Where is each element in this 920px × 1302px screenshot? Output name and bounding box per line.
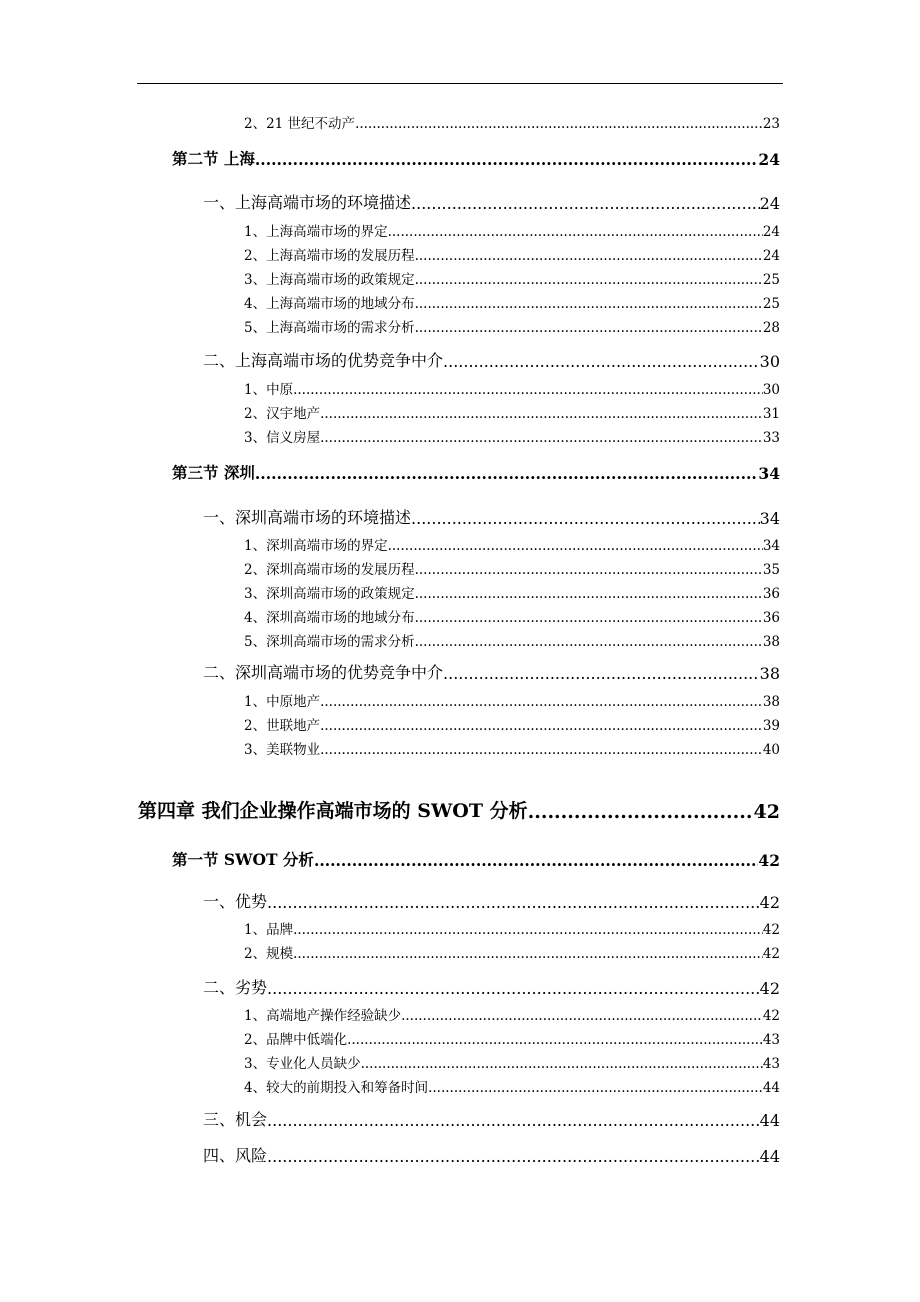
toc-entry[interactable]: [244, 1054, 780, 1072]
toc-entry-title: 4、较大的前期投入和筹备时间: [244, 1080, 429, 1096]
toc-entry-title: 二、深圳高端市场的优势竞争中介: [203, 663, 444, 682]
toc-entry[interactable]: [244, 114, 780, 132]
toc-entry-title: 2、世联地产: [244, 718, 321, 734]
toc-entry-page: 43: [762, 1056, 780, 1072]
toc-entry-title: 1、深圳高端市场的界定: [244, 538, 388, 554]
toc-dot-leader: [411, 509, 760, 528]
toc-entry[interactable]: [244, 692, 780, 710]
toc-dot-leader: [267, 893, 760, 912]
toc-entry[interactable]: [244, 1006, 780, 1024]
toc-entry-title: 2、规模: [244, 946, 294, 962]
toc-entry-page: 24: [762, 224, 780, 240]
toc-entry-page: 38: [759, 664, 780, 683]
toc-dot-leader: [401, 1008, 763, 1024]
toc-dot-leader: [415, 586, 763, 602]
toc-dot-leader: [255, 464, 759, 483]
toc-entry-title: 第二节 上海: [172, 149, 255, 168]
toc-entry-title: 1、上海高端市场的界定: [244, 224, 388, 240]
toc-entry-page: 42: [758, 851, 780, 870]
toc-entry-page: 31: [762, 406, 780, 422]
toc-dot-leader: [443, 352, 760, 371]
toc-entry-title: 5、上海高端市场的需求分析: [244, 320, 415, 336]
toc-dot-leader: [388, 224, 763, 240]
toc-entry[interactable]: [244, 404, 780, 422]
toc-entry-title: 1、品牌: [244, 922, 294, 938]
toc-entry-title: 四、风险: [203, 1146, 268, 1165]
toc-entry-title: 1、中原: [244, 382, 294, 398]
toc-entry-page: 24: [762, 248, 780, 264]
toc-entry-page: 38: [762, 694, 780, 710]
toc-entry-page: 25: [762, 272, 780, 288]
toc-entry-title: 2、21 世纪不动产: [244, 116, 356, 132]
toc-entry[interactable]: [203, 1108, 780, 1130]
toc-entry[interactable]: [244, 246, 780, 264]
toc-entry[interactable]: [244, 536, 780, 554]
toc-entry-page: 36: [762, 610, 780, 626]
toc-entry[interactable]: [244, 1030, 780, 1048]
toc-entry-page: 34: [759, 509, 780, 528]
toc-dot-leader: [428, 1080, 763, 1096]
toc-entry-page: 25: [762, 296, 780, 312]
toc-entry-page: 42: [762, 946, 780, 962]
toc-entry-page: 39: [762, 718, 780, 734]
toc-entry-title: 3、上海高端市场的政策规定: [244, 272, 415, 288]
toc-entry-page: 44: [762, 1080, 780, 1096]
toc-entry-page: 30: [762, 382, 780, 398]
toc-entry[interactable]: [244, 270, 780, 288]
toc-dot-leader: [320, 406, 763, 422]
toc-entry[interactable]: [244, 920, 780, 938]
toc-entry-page: 38: [762, 634, 780, 650]
toc-entry-title: 2、深圳高端市场的发展历程: [244, 562, 415, 578]
toc-entry[interactable]: [244, 632, 780, 650]
toc-entry[interactable]: [172, 461, 780, 483]
toc-entry-page: 42: [762, 1008, 780, 1024]
toc-dot-leader: [320, 718, 763, 734]
toc-entry-title: 二、上海高端市场的优势竞争中介: [203, 351, 444, 370]
toc-entry-title: 5、深圳高端市场的需求分析: [244, 634, 415, 650]
toc-entry[interactable]: [244, 318, 780, 336]
toc-entry[interactable]: [203, 506, 780, 528]
toc-dot-leader: [347, 1032, 763, 1048]
toc-entry[interactable]: [244, 428, 780, 446]
toc-entry[interactable]: [244, 1078, 780, 1096]
toc-dot-leader: [415, 610, 763, 626]
toc-entry-page: 30: [759, 352, 780, 371]
toc-dot-leader: [361, 1056, 763, 1072]
toc-dot-leader: [293, 922, 763, 938]
toc-entry-title: 第四章 我们企业操作高端市场的 SWOT 分析: [138, 800, 528, 822]
toc-dot-leader: [411, 194, 760, 213]
toc-entry-page: 40: [762, 742, 780, 758]
toc-entry[interactable]: [244, 560, 780, 578]
toc-entry-page: 44: [759, 1111, 780, 1130]
toc-entry[interactable]: [244, 740, 780, 758]
toc-dot-leader: [267, 1147, 760, 1166]
toc-entry-title: 1、中原地产: [244, 694, 321, 710]
toc-dot-leader: [388, 538, 763, 554]
toc-entry-title: 2、上海高端市场的发展历程: [244, 248, 415, 264]
toc-dot-leader: [267, 1111, 760, 1130]
toc-entry-title: 第三节 深圳: [172, 463, 255, 482]
toc-dot-leader: [443, 664, 760, 683]
toc-entry-page: 24: [759, 194, 780, 213]
toc-entry-title: 4、深圳高端市场的地域分布: [244, 610, 415, 626]
toc-entry[interactable]: [203, 1144, 780, 1166]
toc-entry-page: 34: [758, 464, 780, 483]
toc-entry[interactable]: [244, 584, 780, 602]
toc-entry-title: 3、美联物业: [244, 742, 321, 758]
toc-entry-page: 33: [762, 430, 780, 446]
toc-entry[interactable]: [244, 944, 780, 962]
toc-dot-leader: [255, 150, 759, 169]
toc-entry-page: 43: [762, 1032, 780, 1048]
toc-dot-leader: [415, 562, 763, 578]
toc-entry-page: 28: [762, 320, 780, 336]
toc-dot-leader: [267, 979, 760, 998]
toc-dot-leader: [320, 742, 763, 758]
toc-entry-page: 34: [762, 538, 780, 554]
toc-entry-page: 35: [762, 562, 780, 578]
toc-entry-page: 44: [759, 1147, 780, 1166]
header-rule: [137, 83, 783, 84]
toc-entry[interactable]: [203, 191, 780, 213]
toc-dot-leader: [415, 320, 763, 336]
toc-entry[interactable]: [203, 976, 780, 998]
toc-entry-title: 2、汉宇地产: [244, 406, 321, 422]
toc-entry-title: 3、信义房屋: [244, 430, 321, 446]
toc-entry[interactable]: [138, 797, 780, 823]
toc-dot-leader: [320, 430, 763, 446]
toc-entry[interactable]: [244, 380, 780, 398]
toc-entry-page: 42: [759, 979, 780, 998]
toc-entry-title: 第一节 SWOT 分析: [172, 850, 314, 869]
toc-entry-title: 3、专业化人员缺少: [244, 1056, 361, 1072]
toc-dot-leader: [415, 272, 763, 288]
toc-dot-leader: [528, 801, 754, 823]
toc-entry-page: 42: [762, 922, 780, 938]
toc-entry-title: 2、品牌中低端化: [244, 1032, 348, 1048]
toc-dot-leader: [293, 946, 763, 962]
toc-dot-leader: [415, 296, 763, 312]
toc-entry-title: 3、深圳高端市场的政策规定: [244, 586, 415, 602]
toc-entry[interactable]: [203, 661, 780, 683]
toc-entry[interactable]: [203, 890, 780, 912]
toc-entry-title: 1、高端地产操作经验缺少: [244, 1008, 402, 1024]
toc-dot-leader: [293, 382, 763, 398]
toc-dot-leader: [415, 248, 763, 264]
toc-entry[interactable]: [203, 349, 780, 371]
toc-entry[interactable]: [244, 222, 780, 240]
toc-entry-title: 二、劣势: [203, 978, 268, 997]
toc-entry[interactable]: [244, 716, 780, 734]
toc-entry-title: 一、优势: [203, 892, 268, 911]
toc-entry-page: 23: [762, 116, 780, 132]
toc-entry[interactable]: [244, 294, 780, 312]
toc-entry-page: 24: [758, 150, 780, 169]
toc-entry-title: 4、上海高端市场的地域分布: [244, 296, 415, 312]
toc-entry-page: 36: [762, 586, 780, 602]
toc-dot-leader: [355, 116, 763, 132]
toc-entry-title: 一、深圳高端市场的环境描述: [203, 508, 412, 527]
toc-entry-page: 42: [753, 801, 780, 823]
toc-entry[interactable]: [172, 147, 780, 169]
toc-dot-leader: [314, 851, 758, 870]
toc-entry-page: 42: [759, 893, 780, 912]
toc-entry[interactable]: [244, 608, 780, 626]
toc-entry-title: 三、机会: [203, 1110, 268, 1129]
toc-entry-title: 一、上海高端市场的环境描述: [203, 193, 412, 212]
toc-dot-leader: [415, 634, 763, 650]
toc-entry[interactable]: [172, 848, 780, 870]
toc-dot-leader: [320, 694, 763, 710]
